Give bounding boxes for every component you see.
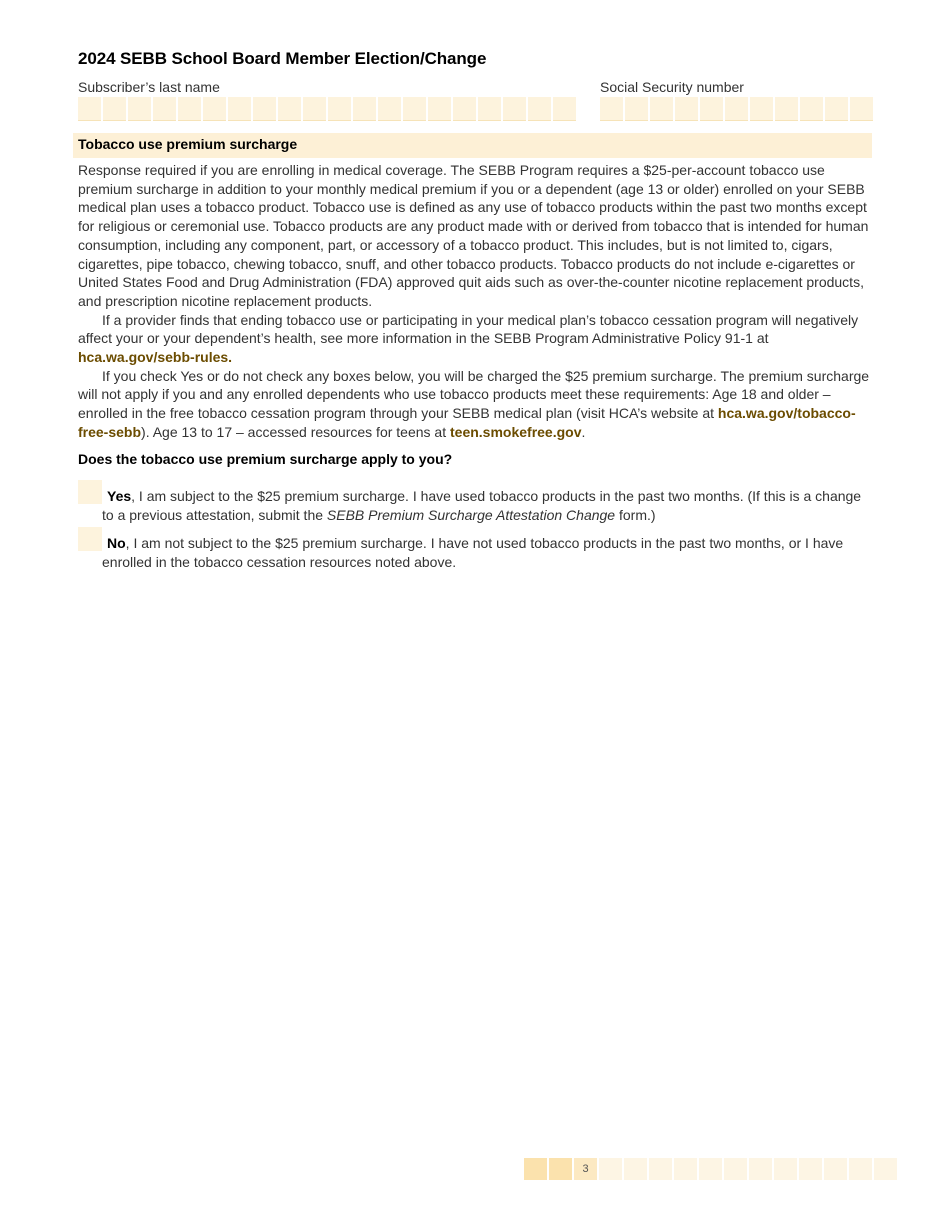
ssn-digit-box[interactable]: [825, 97, 848, 121]
last-name-char-box[interactable]: [303, 97, 326, 121]
ssn-digit-box[interactable]: [750, 97, 773, 121]
ssn-digit-box[interactable]: [725, 97, 748, 121]
last-name-char-box[interactable]: [553, 97, 576, 121]
ssn-digit-box[interactable]: [625, 97, 648, 121]
last-name-char-box[interactable]: [328, 97, 351, 121]
footer-cell: [524, 1158, 547, 1180]
no-text: , I am not subject to the $25 premium surcharge. I have not used tobacco products in the past two months, or I have enrolled in the tobacco cessation resources noted above.: [102, 535, 844, 570]
footer-cell: [874, 1158, 897, 1180]
ssn-field[interactable]: [600, 97, 873, 121]
no-option-text: [78, 534, 874, 571]
attestation-form-name: SEBB Premium Surcharge Attestation Change: [326, 506, 616, 523]
subscriber-last-name-label: Subscriber’s last name: [78, 79, 220, 95]
last-name-char-box[interactable]: [528, 97, 551, 121]
ssn-digit-box[interactable]: [775, 97, 798, 121]
tobacco-free-sebb-link[interactable]: hca.wa.gov/tobacco-free-sebb: [78, 405, 856, 440]
last-name-char-box[interactable]: [453, 97, 476, 121]
last-name-char-box[interactable]: [403, 97, 426, 121]
ssn-label: Social Security number: [600, 79, 744, 95]
footer-cell: [849, 1158, 872, 1180]
last-name-char-box[interactable]: [253, 97, 276, 121]
paragraph-3-text-1: If you check Yes or do not check any boxes below, you will be charged the $25 premium surcharge. The premium surcharge will not apply if you and any enrolled dependents who use tobacco products meet these requirements: Age 18 and older – enrolled in the free tobacco cessation program through your SEBB medical plan (visit HCA’s website at: [78, 367, 870, 422]
ssn-digit-box[interactable]: [700, 97, 723, 121]
footer-cell: [624, 1158, 647, 1180]
footer-cell: [649, 1158, 672, 1180]
yes-label: Yes: [107, 488, 132, 504]
tobacco-section-body: [78, 161, 874, 442]
yes-text-2: form.): [615, 506, 656, 523]
tobacco-paragraph-2: [78, 311, 874, 367]
teen-smokefree-link[interactable]: teen.smokefree.gov: [450, 423, 582, 440]
last-name-char-box[interactable]: [128, 97, 151, 121]
last-name-char-box[interactable]: [153, 97, 176, 121]
last-name-char-box[interactable]: [353, 97, 376, 121]
tobacco-paragraph-1: Response required if you are enrolling in medical coverage. The SEBB Program requires a $25-per-account tobacco use premium surcharge in addition to your monthly medical premium if you or a dependent (age 13 or older) enrolled on your SEBB medical plan uses a tobacco product. Tobacco use is defined as any use of tobacco products within the past two months except for religious or ceremonial use. Tobacco products are any product made with or derived from tobacco that is intended for human consumption, including any component, part, or accessory of a tobacco product. This includes, but is not limited to, cigars, cigarettes, pipe tobacco, chewing tobacco, snuff, and other tobacco products. Tobacco products do not include e-cigarettes or United States Food and Drug Administration (FDA) approved quit aids such as over-the-counter nicotine replacement products, and prescription nicotine replacement products.: [78, 162, 869, 309]
footer-cell: [549, 1158, 572, 1180]
footer-cell: [774, 1158, 797, 1180]
yes-text-1: , I am subject to the $25 premium surcharge. I have used tobacco products in the past two months. (If this is a change to a previous attestation, submit the: [102, 488, 862, 523]
subscriber-last-name-field[interactable]: [78, 97, 576, 121]
last-name-char-box[interactable]: [378, 97, 401, 121]
footer-cell: [749, 1158, 772, 1180]
yes-checkbox[interactable]: [78, 480, 102, 504]
tobacco-paragraph-3: [78, 367, 874, 442]
ssn-digit-box[interactable]: [850, 97, 873, 121]
yes-option: [78, 487, 874, 524]
ssn-digit-box[interactable]: [675, 97, 698, 121]
page-number: 3: [574, 1158, 597, 1180]
no-checkbox[interactable]: [78, 527, 102, 551]
footer-cell: [799, 1158, 822, 1180]
sebb-rules-link[interactable]: hca.wa.gov/sebb-rules.: [78, 349, 233, 366]
last-name-char-box[interactable]: [78, 97, 101, 121]
footer-cell: [599, 1158, 622, 1180]
last-name-char-box[interactable]: [428, 97, 451, 121]
footer-cell: [824, 1158, 847, 1180]
last-name-char-box[interactable]: [178, 97, 201, 121]
no-label: No: [107, 535, 126, 551]
ssn-digit-box[interactable]: [800, 97, 823, 121]
last-name-char-box[interactable]: [278, 97, 301, 121]
surcharge-question: Does the tobacco use premium surcharge apply to you?: [78, 451, 453, 467]
last-name-char-box[interactable]: [228, 97, 251, 121]
no-option: [78, 534, 874, 571]
paragraph-3-text-3: .: [581, 423, 586, 440]
paragraph-3-text-2: ). Age 13 to 17 – accessed resources for teens at: [141, 423, 450, 440]
last-name-char-box[interactable]: [478, 97, 501, 121]
footer-page-strip: [524, 1158, 897, 1180]
tobacco-section-header: Tobacco use premium surcharge: [73, 133, 872, 158]
last-name-char-box[interactable]: [203, 97, 226, 121]
last-name-char-box[interactable]: [103, 97, 126, 121]
ssn-digit-box[interactable]: [650, 97, 673, 121]
footer-cell: [724, 1158, 747, 1180]
page-title: 2024 SEBB School Board Member Election/Change: [78, 49, 487, 68]
footer-cell: [674, 1158, 697, 1180]
ssn-digit-box[interactable]: [600, 97, 623, 121]
footer-cell: [699, 1158, 722, 1180]
last-name-char-box[interactable]: [503, 97, 526, 121]
paragraph-2-text: If a provider finds that ending tobacco use or participating in your medical plan’s tobacco cessation program will negatively affect your or your dependent’s health, see more information in the SEBB Program Administrative Policy 91-1 at: [78, 311, 859, 347]
yes-option-text: [78, 487, 874, 524]
